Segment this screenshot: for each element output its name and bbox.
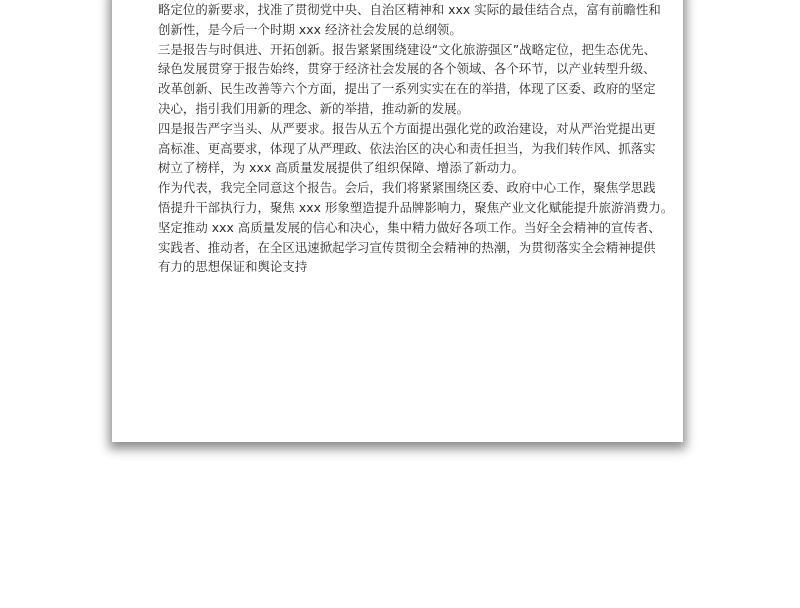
text-line: 悟提升干部执行力，聚焦 xxx 形象塑造提升品牌影响力，聚焦产业文化赋能提升旅游消费力。 (158, 199, 674, 215)
document-body (158, 0, 674, 277)
text-line: 创新性，是今后一个时期 xxx 经济社会发展的总纲领。 (158, 21, 462, 37)
text-line: 树立了榜样，为 xxx 高质量发展提供了组织保障、增添了新动力。 (158, 160, 525, 176)
text-line: 改革创新、民生改善等六个方面，提出了一系列实实在在的举措，体现了区委、政府的坚定 (158, 81, 656, 97)
text-line: 决心，指引我们用新的理念、新的举措，推动新的发展。 (158, 100, 470, 116)
text-line: 有力的思想保证和舆论支持 (158, 259, 308, 275)
text-line: 作为代表，我完全同意这个报告。会后，我们将紧紧围绕区委、政府中心工作，聚焦学思践 (158, 180, 656, 196)
text-line: 略定位的新要求，找准了贯彻党中央、自治区精神和 xxx 实际的最佳结合点，富有前瞻性和 (158, 2, 661, 17)
text-line: 三是报告与时俱进、开拓创新。报告紧紧围绕建设“文化旅游强区”战略定位，把生态优先、 (158, 41, 657, 57)
text-line: 绿色发展贯穿于报告始终，贯穿于经济社会发展的各个领域、各个环节，以产业转型升级、 (158, 61, 656, 77)
document-page (112, 0, 683, 442)
text-line: 实践者、推动者，在全区迅速掀起学习宣传贯彻全会精神的热潮，为贯彻落实全会精神提供 (158, 239, 656, 255)
text-line: 坚定推动 xxx 高质量发展的信心和决心，集中精力做好各项工作。当好全会精神的宣传者、 (158, 219, 661, 235)
text-line: 高标准、更高要求，体现了从严理政、依法治区的决心和责任担当，为我们转作风、抓落实 (158, 140, 656, 156)
text-line: 四是报告严字当头、从严要求。报告从五个方面提出强化党的政治建设，对从严治党提出更 (158, 120, 656, 136)
